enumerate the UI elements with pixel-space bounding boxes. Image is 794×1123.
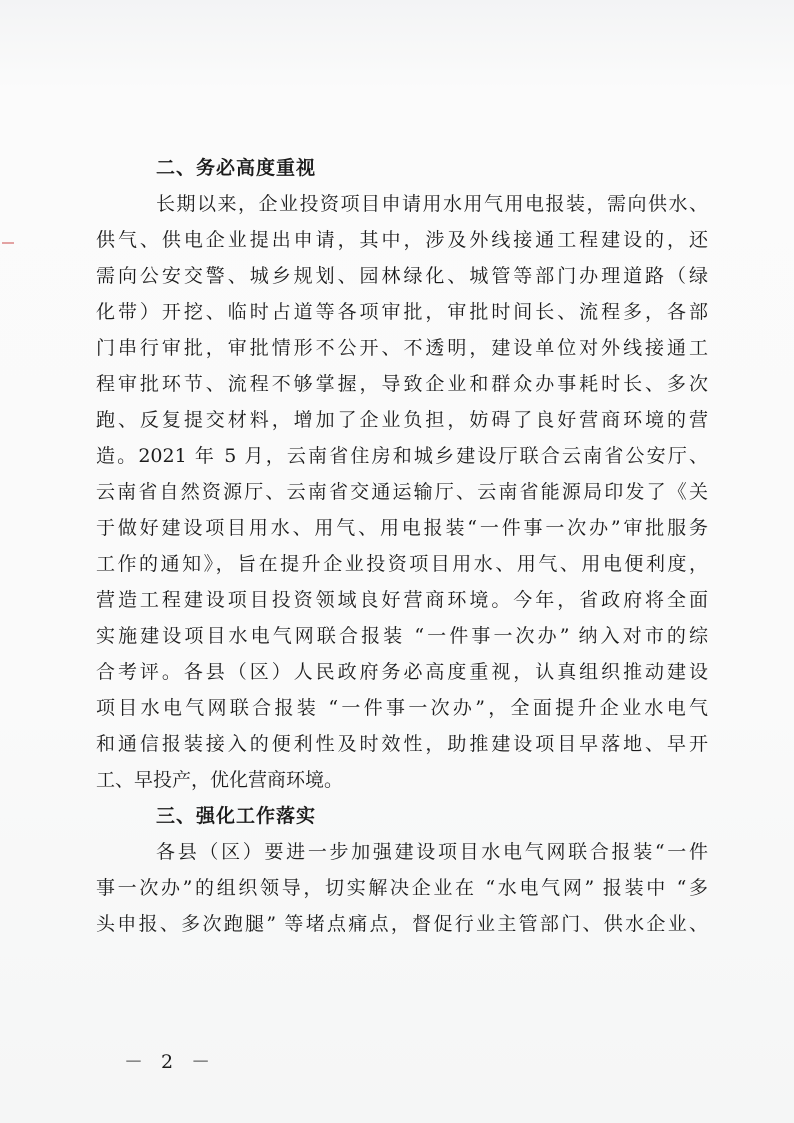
paragraph-line: 工、早投产，优化营商环境。 bbox=[96, 769, 344, 791]
paragraph-line: 门串行审批，审批情形不公开、不透明，建设单位对外线接通工 bbox=[96, 337, 708, 359]
paragraph-line: 化带）开挖、临时占道等各项审批，审批时间长、流程多，各部 bbox=[96, 301, 708, 323]
paragraph-line: 工作的通知》，旨在提升企业投资项目用水、用气、用电便利度， bbox=[96, 553, 708, 575]
paragraph-line: 合考评。各县（区）人民政府务必高度重视，认真组织推动建设 bbox=[96, 661, 708, 683]
paragraph-line: 于做好建设项目用水、用气、用电报装“一件事一次办”审批服务 bbox=[96, 517, 708, 539]
paragraph-line: 和通信报装接入的便利性及时效性，助推建设项目早落地、早开 bbox=[96, 733, 708, 755]
section-heading-2: 二、务必高度重视 bbox=[156, 157, 317, 179]
paragraph-line: 头申报、多次跑腿” 等堵点痛点，督促行业主管部门、供水企业、 bbox=[96, 913, 708, 935]
paragraph-line: 营造工程建设项目投资领域良好营商环境。今年，省政府将全面 bbox=[96, 589, 708, 611]
paragraph-line: 跑、反复提交材料，增加了企业负担，妨碍了良好营商环境的营 bbox=[96, 409, 708, 431]
paragraph-line: 项目水电气网联合报装 “一件事一次办”，全面提升企业水电气 bbox=[96, 697, 708, 719]
paragraph-line: 供气、供电企业提出申请，其中，涉及外线接通工程建设的，还 bbox=[96, 229, 708, 251]
section-paragraph-2 bbox=[96, 186, 708, 798]
paragraph-line: 各县（区）要进一步加强建设项目水电气网联合报装“一件 bbox=[156, 841, 708, 863]
paragraph-line: 造。2021 年 5 月，云南省住房和城乡建设厅联合云南省公安厅、 bbox=[96, 445, 708, 467]
paragraph-line: 实施建设项目水电气网联合报装 “一件事一次办” 纳入对市的综 bbox=[96, 625, 708, 647]
paragraph-line: 需向公安交警、城乡规划、园林绿化、城管等部门办理道路（绿 bbox=[96, 265, 708, 287]
page-number: － 2 － bbox=[124, 1051, 217, 1073]
section-heading-3: 三、强化工作落实 bbox=[156, 805, 317, 827]
paragraph-line: 程审批环节、流程不够掌握，导致企业和群众办事耗时长、多次 bbox=[96, 373, 708, 395]
document-body bbox=[96, 150, 708, 942]
section-paragraph-3 bbox=[96, 834, 708, 942]
paragraph-line: 云南省自然资源厅、云南省交通运输厅、云南省能源局印发了《关 bbox=[96, 481, 708, 503]
paragraph-line: 事一次办”的组织领导，切实解决企业在 “水电气网” 报装中 “多 bbox=[96, 877, 708, 899]
paragraph-line: 长期以来，企业投资项目申请用水用气用电报装，需向供水、 bbox=[156, 193, 708, 215]
margin-mark bbox=[2, 242, 14, 244]
